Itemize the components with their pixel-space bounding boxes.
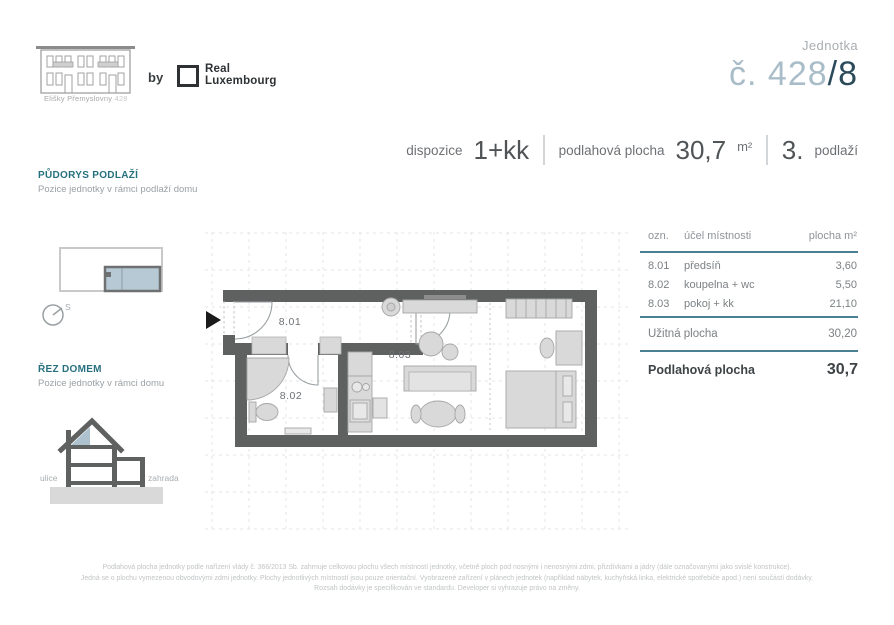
entrance-arrow-icon xyxy=(206,311,221,329)
awning xyxy=(98,62,118,67)
logo-text: Real Luxembourg xyxy=(205,63,277,87)
section-cut-title: ŘEZ DOMEM xyxy=(38,364,102,375)
usable-area-row: Užitná plocha 30,20 xyxy=(648,328,857,340)
logo-square-icon xyxy=(177,65,199,87)
floorplan-section-subtitle: Pozice jednotky v rámci podlaží domu xyxy=(38,184,198,195)
entrance-door-arc xyxy=(235,302,272,339)
col-header-id: ozn. xyxy=(648,230,669,242)
toilet-bowl xyxy=(256,404,278,421)
garden-side-label: zahrada xyxy=(148,473,179,483)
hallway-wardrobe xyxy=(252,337,341,354)
unit-highlight xyxy=(105,267,160,291)
table-divider xyxy=(640,316,858,318)
foundation xyxy=(50,487,163,504)
brand-logo xyxy=(177,64,277,87)
unit-specs-row xyxy=(406,131,858,169)
kitchen-sink xyxy=(352,382,362,392)
spec-storey: 3. podlaží xyxy=(781,134,858,165)
desk xyxy=(556,331,582,365)
col-header-purpose: účel místnosti xyxy=(684,230,752,242)
side-table xyxy=(442,344,458,360)
building-facade xyxy=(41,50,130,93)
north-label: S xyxy=(65,302,71,312)
building-sketch xyxy=(30,38,145,106)
table-row: 8.01 předsíň 3,60 xyxy=(648,259,857,272)
table-header-row xyxy=(640,228,858,248)
room-label-802: 8.02 xyxy=(279,390,303,402)
table-divider xyxy=(640,251,858,253)
building-roofline xyxy=(36,46,135,49)
floor-position-diagram xyxy=(35,240,185,335)
room-label-803: 8.03 xyxy=(388,349,412,361)
legal-disclaimer xyxy=(32,563,862,595)
desk-chair xyxy=(540,338,554,358)
armchair xyxy=(419,332,443,356)
dishwasher xyxy=(373,398,387,418)
spec-divider xyxy=(766,135,768,165)
spec-disposition: dispozice 1+kk xyxy=(406,134,530,165)
col-header-area: plocha m² xyxy=(808,230,857,242)
tv xyxy=(424,295,466,299)
toilet-tank xyxy=(249,402,256,422)
dining-table xyxy=(420,401,456,427)
bath-mat xyxy=(285,428,311,434)
section-cut-subtitle: Pozice jednotky v rámci domu xyxy=(38,378,165,389)
floor-area-total-row: Podlahová plocha 30,7 xyxy=(648,361,858,378)
disclaimer-line: Jedná se o plochu vymezenou obvodovými zdmi jednotky. Plochy jednotlivých místností jsou pouze orientační. Vyobrazené zařízení v plánech jednotek (například nábytek, kuchyňská linka, elektrické spotřebiče apod.) není součástí dodávky. xyxy=(80,574,814,582)
washbasin xyxy=(324,388,337,412)
table-divider xyxy=(640,350,858,352)
room-label-801: 8.01 xyxy=(278,316,302,328)
table-row: 8.02 koupelna + wc 5,50 xyxy=(648,278,857,291)
bathroom-door-arc xyxy=(288,355,318,385)
spec-floor-area: podlahová plocha 30,7 m² xyxy=(558,134,753,165)
unit-label: Jednotka xyxy=(802,38,858,53)
unit-floor-plan xyxy=(195,222,640,537)
table-row: 8.03 pokoj + kk 21,10 xyxy=(648,297,857,310)
dining-chair xyxy=(455,405,465,423)
area-table xyxy=(640,228,858,379)
spec-divider xyxy=(543,135,545,165)
floorplan-section-title: PŮDORYS PODLAŽÍ xyxy=(38,170,139,181)
building-address-label: Elišky Přemyslovny 428 xyxy=(44,94,128,103)
by-label: by xyxy=(148,70,164,85)
unit-header xyxy=(729,38,858,94)
street-side-label: ulice xyxy=(40,473,58,483)
compass-icon xyxy=(43,302,71,325)
living-room-furniture xyxy=(382,295,582,428)
awning xyxy=(53,62,73,67)
pillow xyxy=(563,402,572,422)
kitchen-counter xyxy=(348,352,387,432)
unit-number: č. 428/8 xyxy=(729,55,858,93)
disclaimer-line: Rozsah dodávky je specifikován ve standardu. Developer si vyhrazuje právo na změny. xyxy=(314,585,580,592)
disclaimer-line: Podlahová plocha jednotky podle nařízení vlády č. 366/2013 Sb. zahrnuje celkovou plochu všech místností jednotky, včetně ploch pod nosnými i nenosnými zdmi, přizdívkami a jádry (dále označovanými jako svislé konstrukce). xyxy=(102,564,792,571)
house-section-diagram xyxy=(25,408,195,508)
dining-chair xyxy=(411,405,421,423)
sideboard xyxy=(403,300,477,313)
pillow xyxy=(563,376,572,396)
